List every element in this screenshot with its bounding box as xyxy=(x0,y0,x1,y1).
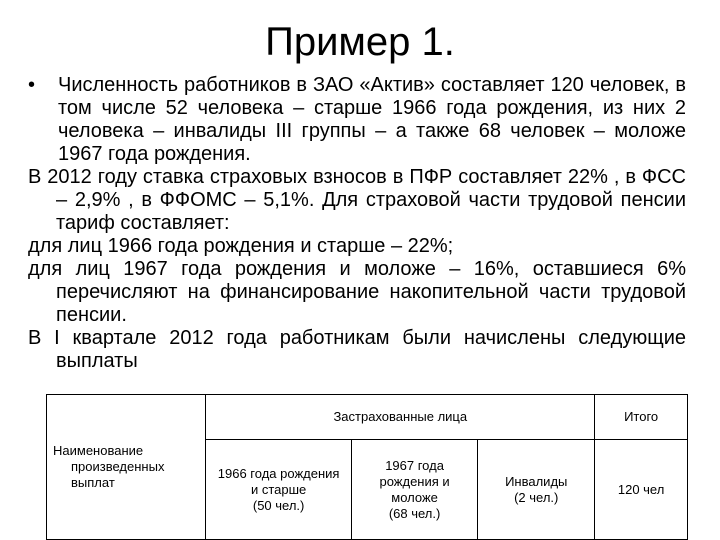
cell-line: (2 чел.) xyxy=(514,489,559,505)
younger-employees-cell xyxy=(351,440,477,540)
paragraph-4: для лиц 1967 года рождения и моложе – 16%, оставшиеся 6% перечисляют на финансирование накопительной части трудовой пенсии. xyxy=(28,258,686,326)
cell-line: (50 чел.) xyxy=(252,497,305,513)
row-header-cell xyxy=(47,395,206,540)
cell-line: 1967 года xyxy=(385,457,444,473)
row-header-line: Наименование xyxy=(53,443,144,458)
paragraph-2: В 2012 году ставка страховых взносов в ПФР составляет 22% , в ФСС – 2,9% , в ФФОМС – 5,1%. Для страховой части трудовой пенсии тариф составляет: xyxy=(28,166,686,234)
slide-title: Пример 1. xyxy=(265,20,455,64)
cell-line: Инвалиды xyxy=(505,473,568,489)
cell-line: моложе xyxy=(391,489,438,505)
row-header-line: произведенных xyxy=(71,459,165,474)
paragraph-1-text: Численность работников в ЗАО «Актив» составляет 120 человек, в том числе 52 человека – старше 1966 года рождения, из них 2 человека – инвалиды III группы – а также 68 человек – моложе 1967 года рождения. xyxy=(58,74,686,165)
insured-header-cell: Застрахованные лица xyxy=(206,395,595,440)
bullet-icon: • xyxy=(28,74,36,96)
disabled-employees-cell xyxy=(478,440,595,540)
row-header-line: выплат xyxy=(71,475,115,490)
paragraph-1 xyxy=(28,74,686,166)
older-employees-cell xyxy=(206,440,352,540)
slide-body xyxy=(28,74,686,373)
cell-line: рождения и xyxy=(379,473,450,489)
cell-line: и старше xyxy=(250,481,307,497)
total-value-cell: 120 чел xyxy=(595,440,688,540)
payments-table xyxy=(46,394,688,540)
paragraph-5: В I квартале 2012 года работникам были начислены следующие выплаты xyxy=(28,327,686,372)
total-header-cell: Итого xyxy=(595,395,688,440)
cell-line: (68 чел.) xyxy=(388,505,441,521)
paragraph-3: для лиц 1966 года рождения и старше – 22%; xyxy=(28,235,454,257)
cell-line: 1966 года рождения xyxy=(217,465,340,481)
table-header-row xyxy=(47,395,688,440)
